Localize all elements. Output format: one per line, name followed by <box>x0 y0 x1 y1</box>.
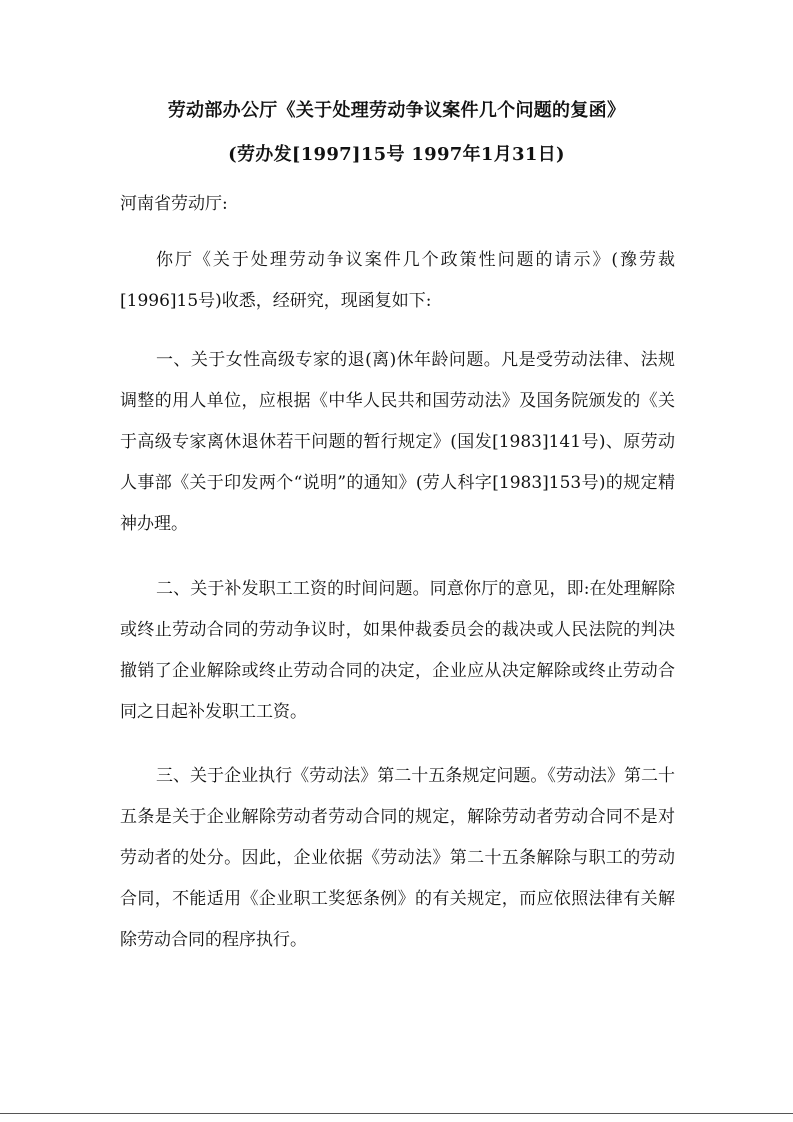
paragraph-item-2: 二、关于补发职工工资的时间问题。同意你厅的意见，即:在处理解除或终止劳动合同的劳动争议时，如果仲裁委员会的裁决或人民法院的判决撤销了企业解除或终止劳动合同的决定，企业应从决定解除或终止劳动合同之日起补发职工工资。 <box>120 579 675 722</box>
salutation: 河南省劳动厅: <box>120 194 228 214</box>
paragraph-item-1: 一、关于女性高级专家的退(离)休年龄问题。凡是受劳动法律、法规调整的用人单位，应根据《中华人民共和国劳动法》及国务院颁发的《关于高级专家离休退休若干问题的暂行规定》(国发[1983]141号)、原劳动人事部《关于印发两个“说明”的通知》(劳人科字[1983]153号)的规定精神办理。 <box>120 350 675 534</box>
document-subtitle: (劳办发[1997]15号 1997年1月31日) <box>228 144 565 165</box>
page-bottom-divider <box>0 1113 793 1114</box>
paragraph-intro: 你厅《关于处理劳动争议案件几个政策性问题的请示》(豫劳裁[1996]15号)收悉，经研究，现函复如下: <box>120 250 675 311</box>
document-title: 劳动部办公厅《关于处理劳动争议案件几个问题的复函》 <box>167 100 626 121</box>
paragraph-item-3: 三、关于企业执行《劳动法》第二十五条规定问题。《劳动法》第二十五条是关于企业解除劳动者劳动合同的规定，解除劳动者劳动合同不是对劳动者的处分。因此，企业依据《劳动法》第二十五条解除与职工的劳动合同，不能适用《企业职工奖惩条例》的有关规定，而应依照法律有关解除劳动合同的程序执行。 <box>120 766 675 950</box>
